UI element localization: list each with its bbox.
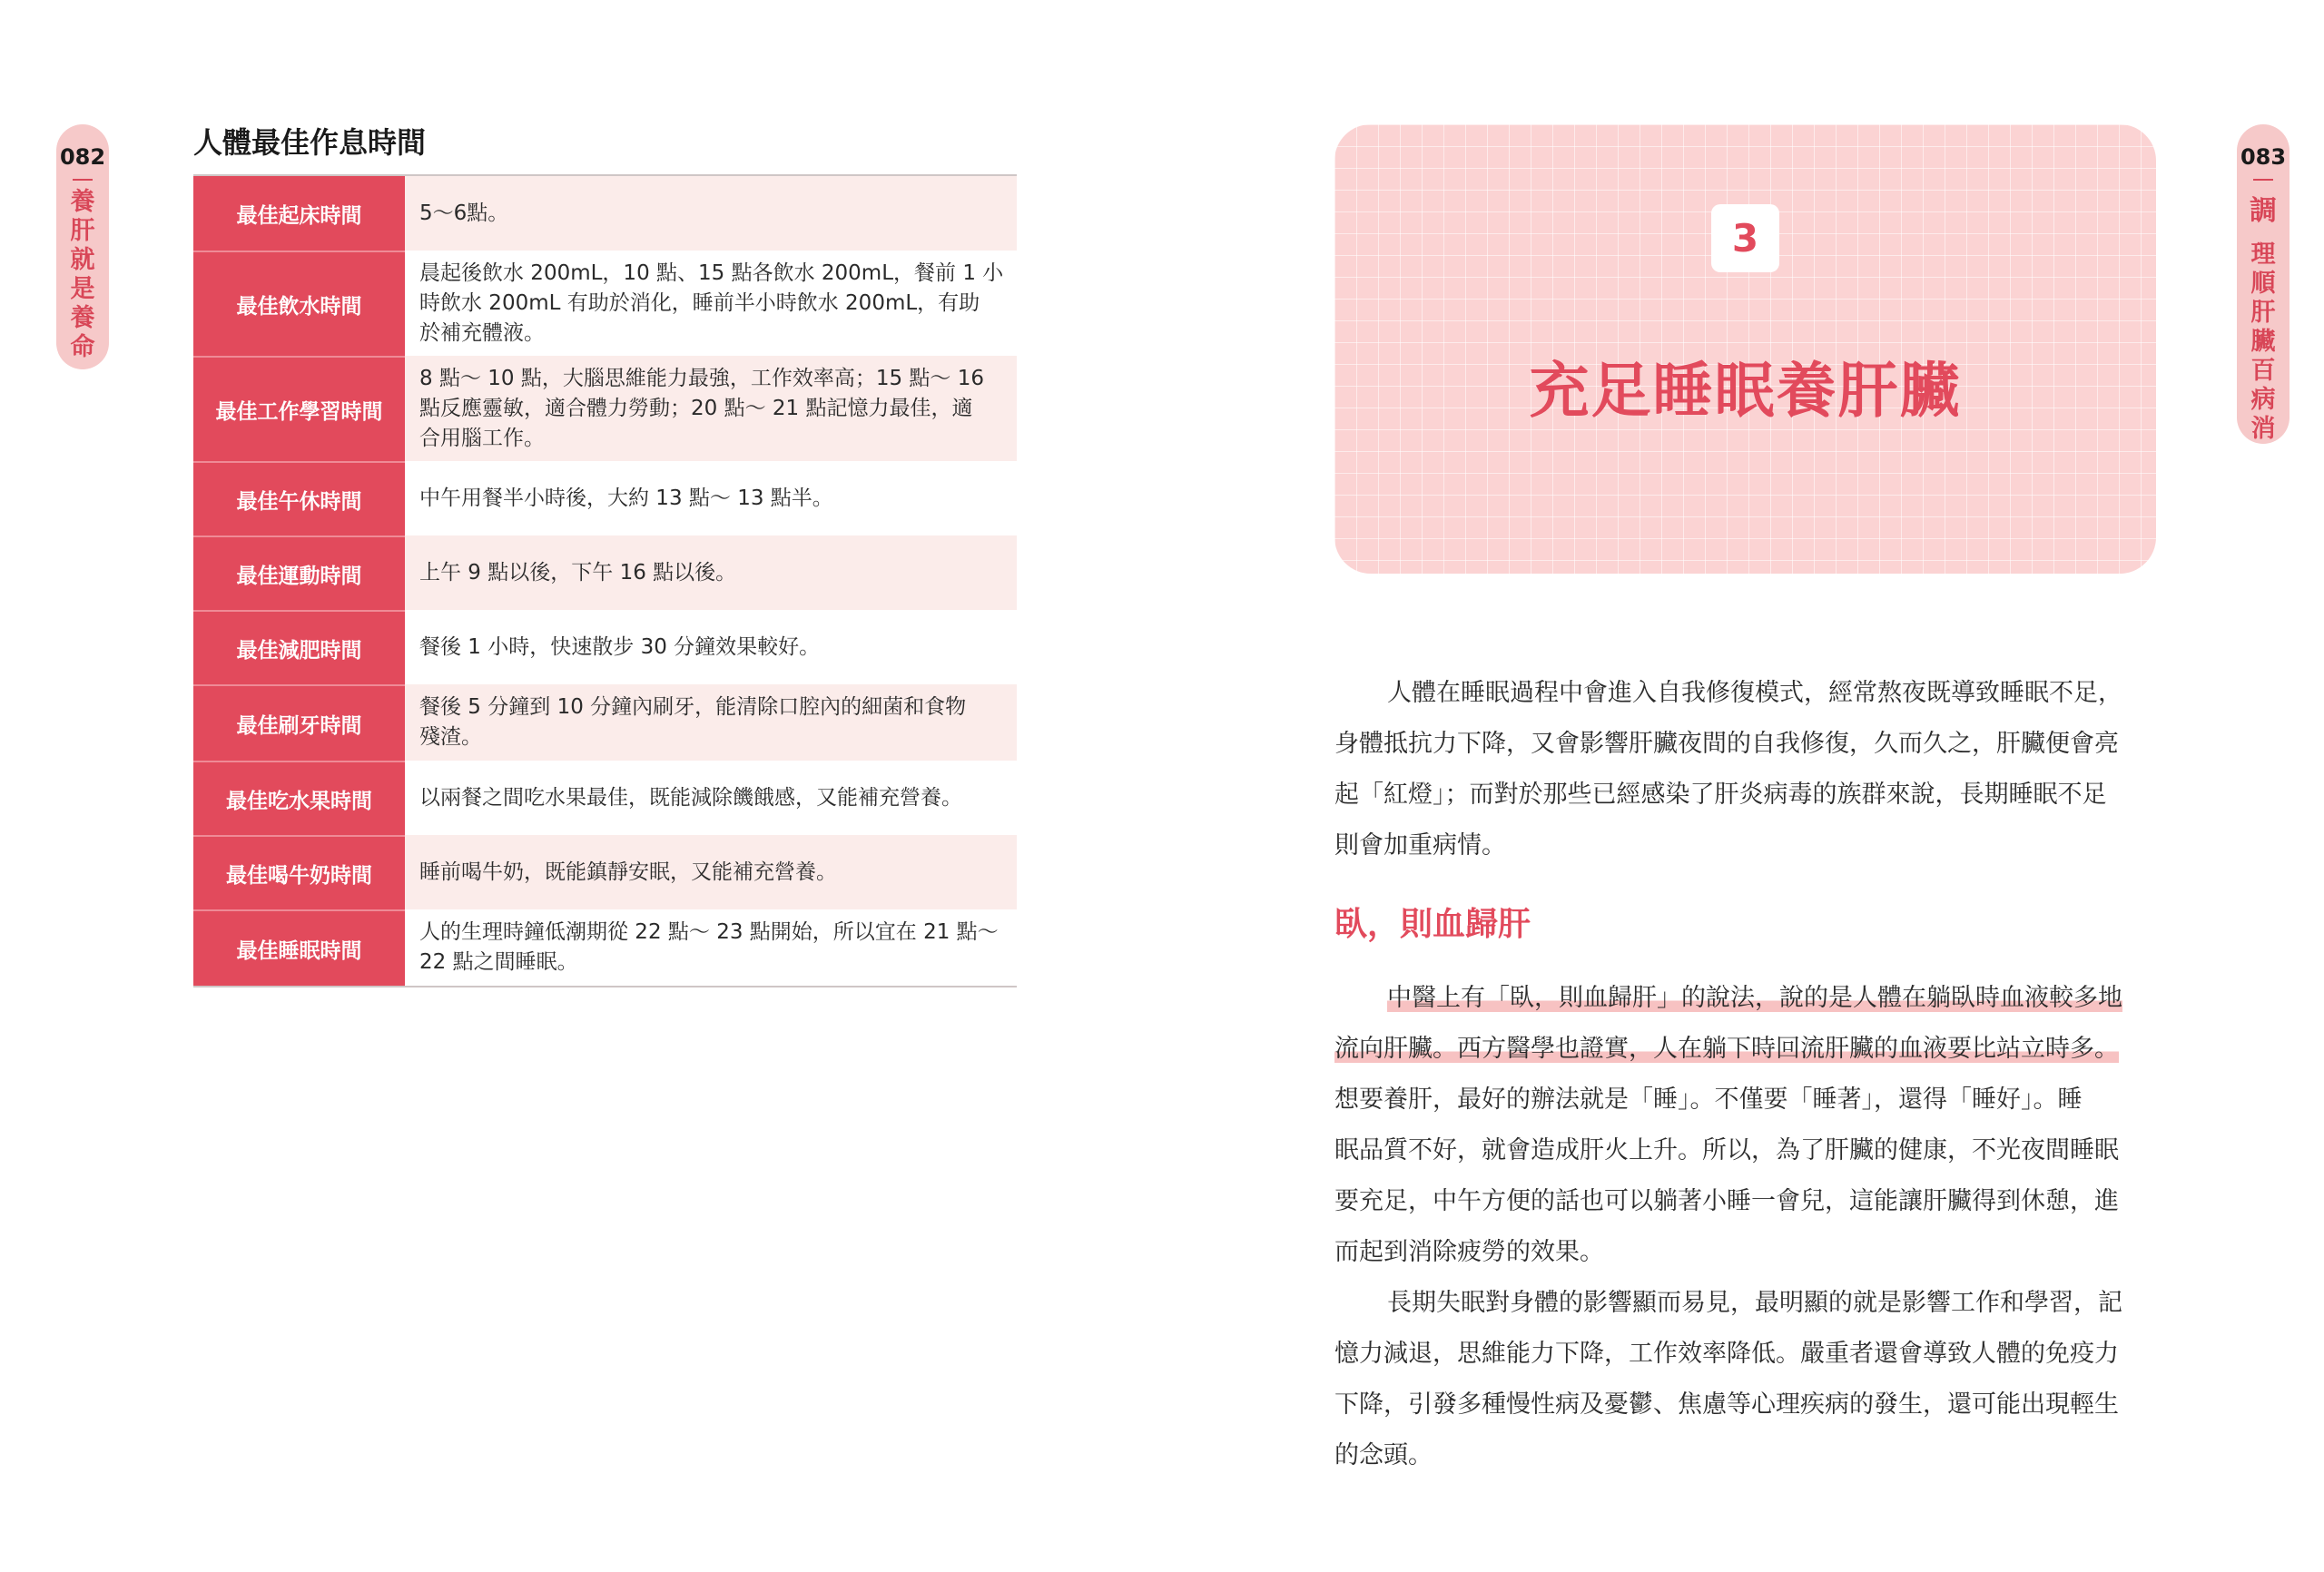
- row-label: 最佳工作學習時間: [193, 356, 405, 461]
- row-value: [405, 835, 1017, 909]
- left-page-tab: [56, 124, 109, 369]
- table-row: [193, 461, 1017, 535]
- row-label: 最佳睡眠時間: [193, 909, 405, 986]
- table-row: [193, 684, 1017, 761]
- row-value-line: 餐後 5 分鐘到 10 分鐘內刷牙，能清除口腔內的細菌和食物: [419, 695, 967, 719]
- text-line: 眠品質不好，就會造成肝火上升。所以，為了肝臟的健康，不光夜間睡眠: [1334, 1136, 2119, 1164]
- row-value-line: 中午用餐半小時後，大約 13 點～ 13 點半。: [419, 486, 833, 510]
- table-title: 人體最佳作息時間: [193, 125, 427, 160]
- chapter-number: 3: [1711, 204, 1779, 272]
- highlighted-line: 中醫上有「臥，則血歸肝」的說法，說的是人體在躺臥時血液較多地: [1387, 984, 2122, 1012]
- text-line: 人體在睡眠過程中會進入自我修復模式，經常熬夜既導致睡眠不足，: [1387, 679, 2122, 707]
- tab-char-big: 調: [2250, 195, 2277, 227]
- chapter-card: [1334, 124, 2156, 574]
- table-row: [193, 835, 1017, 909]
- tab-char: 肝: [2250, 299, 2276, 327]
- text-line: 則會加重病情。: [1334, 831, 1506, 860]
- table-row: [193, 535, 1017, 610]
- tab-char: 病: [2250, 386, 2276, 414]
- right-tab-text: [2237, 241, 2290, 444]
- tab-char: 消: [2250, 415, 2276, 443]
- row-value-line: 5～6點。: [419, 201, 509, 225]
- row-value-line: 8 點～ 10 點，大腦思維能力最強，工作效率高；15 點～ 16: [419, 366, 984, 390]
- row-value-line: 合用腦工作。: [419, 426, 545, 450]
- text-line: 長期失眠對身體的影響顯而易見，最明顯的就是影響工作和學習，記: [1387, 1289, 2122, 1317]
- tab-char: 理: [2250, 241, 2276, 269]
- row-value-text: [419, 858, 837, 888]
- row-value: [405, 909, 1017, 986]
- row-value: [405, 684, 1017, 761]
- row-value: [405, 176, 1017, 251]
- text-line: 要充足，中午方便的話也可以躺著小睡一會兒，這能讓肝臟得到休憩，進: [1334, 1187, 2119, 1215]
- row-value: [405, 535, 1017, 610]
- tab-char: 就: [70, 246, 95, 274]
- schedule-table: [193, 174, 1017, 987]
- text-line: 身體抵抗力下降，又會影響肝臟夜間的自我修復，久而久之，肝臟便會亮: [1334, 730, 2119, 758]
- row-value-line: 睡前喝牛奶，既能鎮靜安眠，又能補充營養。: [419, 860, 837, 884]
- row-value-line: 時飲水 200mL 有助於消化，睡前半小時飲水 200mL，有助: [419, 290, 980, 315]
- row-label: 最佳吃水果時間: [193, 761, 405, 835]
- table-row: [193, 610, 1017, 684]
- section-heading: 臥，則血歸肝: [1334, 906, 1531, 943]
- row-value-line: 以兩餐之間吃水果最佳，既能減除饑餓感，又能補充營養。: [419, 785, 962, 810]
- tab-char: 是: [70, 275, 95, 303]
- highlighted-line: 流向肝臟。西方醫學也證實，人在躺下時回流肝臟的血液要比站立時多。: [1334, 1035, 2119, 1063]
- row-value: [405, 610, 1017, 684]
- tab-char: 養: [70, 304, 95, 332]
- tab-char: 命: [70, 333, 95, 361]
- row-value-text: [419, 259, 1003, 349]
- row-value-text: [419, 558, 736, 588]
- row-value-text: [419, 484, 833, 514]
- tab-char: 順: [2250, 270, 2276, 298]
- row-value-line: 於補充體液。: [419, 320, 545, 345]
- paragraph-intro: [1334, 668, 2156, 871]
- table-row: [193, 356, 1017, 461]
- row-value: [405, 461, 1017, 535]
- tab-char: 百: [2250, 357, 2276, 385]
- tab-char: 臟: [2250, 328, 2276, 356]
- table-row: [193, 761, 1017, 835]
- row-value-line: 22 點之間睡眠。: [419, 950, 578, 974]
- left-tab-text: [56, 188, 109, 362]
- tab-divider: [2253, 179, 2273, 181]
- right-page-tab: [2237, 124, 2290, 444]
- row-label: 最佳刷牙時間: [193, 684, 405, 761]
- row-value-line: 餐後 1 小時，快速散步 30 分鐘效果較好。: [419, 634, 821, 659]
- paragraph-insomnia: [1334, 1278, 2156, 1481]
- row-value-text: [419, 783, 962, 813]
- row-value-text: [419, 918, 999, 978]
- tab-char: 肝: [70, 217, 95, 245]
- row-value-text: [419, 364, 984, 454]
- row-value: [405, 251, 1017, 356]
- row-value-text: [419, 693, 966, 752]
- row-label: 最佳起床時間: [193, 176, 405, 251]
- row-label: 最佳喝牛奶時間: [193, 835, 405, 909]
- tab-char: 養: [70, 188, 95, 216]
- table-row: [193, 176, 1017, 251]
- row-label: 最佳午休時間: [193, 461, 405, 535]
- row-value-line: 上午 9 點以後，下午 16 點以後。: [419, 560, 737, 585]
- table-row: [193, 909, 1017, 986]
- paragraph-sleep-liver: [1334, 973, 2156, 1278]
- row-value-line: 點反應靈敏，適合體力勞動；20 點～ 21 點記憶力最佳，適: [419, 396, 973, 420]
- row-value-text: [419, 633, 820, 663]
- page-number-right: 083: [2240, 144, 2287, 170]
- row-label: 最佳減肥時間: [193, 610, 405, 684]
- row-label: 最佳飲水時間: [193, 251, 405, 356]
- tab-divider: [73, 179, 93, 181]
- row-value-line: 殘渣。: [419, 725, 482, 749]
- row-value: [405, 356, 1017, 461]
- text-line: 憶力減退，思維能力下降，工作效率降低。嚴重者還會導致人體的免疫力: [1334, 1340, 2119, 1368]
- row-label: 最佳運動時間: [193, 535, 405, 610]
- row-value: [405, 761, 1017, 835]
- row-value-line: 晨起後飲水 200mL，10 點、15 點各飲水 200mL，餐前 1 小: [419, 260, 1004, 285]
- page-number-left: 082: [59, 144, 106, 170]
- row-value-text: [419, 199, 508, 229]
- text-line: 起「紅燈」；而對於那些已經感染了肝炎病毒的族群來說，長期睡眠不足: [1334, 781, 2107, 809]
- table-row: [193, 251, 1017, 356]
- text-line: 下降，引發多種慢性病及憂鬱、焦慮等心理疾病的發生，還可能出現輕生: [1334, 1390, 2119, 1419]
- text-line: 而起到消除疲勞的效果。: [1334, 1238, 1604, 1266]
- chapter-title: 充足睡眠養肝臟: [1529, 356, 1962, 426]
- text-line: 想要養肝，最好的辦法就是「睡」。不僅要「睡著」，還得「睡好」。睡: [1334, 1086, 2083, 1114]
- text-line: 的念頭。: [1334, 1441, 1433, 1469]
- row-value-line: 人的生理時鐘低潮期從 22 點～ 23 點開始，所以宜在 21 點～: [419, 920, 999, 944]
